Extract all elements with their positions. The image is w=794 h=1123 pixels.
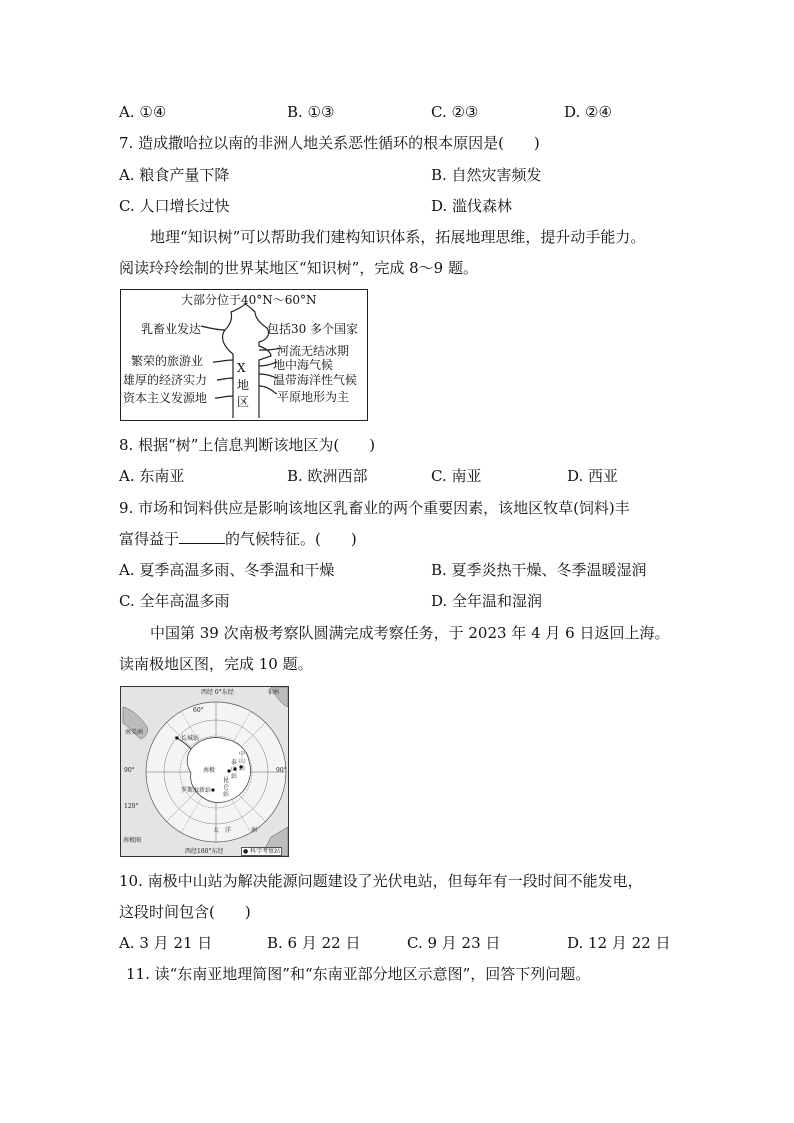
q9-line2-post: 的气候特征。( ) xyxy=(225,530,357,548)
q11-stem: 11. 读“东南亚地理简图”和“东南亚部分地区示意图”，回答下列问题。 xyxy=(126,965,591,983)
q9-line2-pre: 富得益于 xyxy=(119,530,180,548)
q8-stem: 8. 根据“树”上信息判断该地区为( ) xyxy=(119,436,376,454)
map-taishan-label: 泰山站 xyxy=(231,759,238,780)
q9-option-a: A. 夏季高温多雨、冬季温和干燥 xyxy=(119,561,335,579)
map-changcheng-label: 长城站 xyxy=(181,735,200,742)
q6-option-d: D. ②④ xyxy=(564,103,612,121)
tree-right-5: 平原地形为主 xyxy=(277,390,350,404)
map-luosihai-label: 罗斯海新站 xyxy=(181,787,212,794)
tree-right-2: 河流无结冰期 xyxy=(277,344,350,358)
intro-10-line1: 中国第 39 次南极考察队圆满完成考察任务，于 2023 年 4 月 6 日返回上海。 xyxy=(150,624,670,642)
q9-line2 xyxy=(119,529,357,549)
tree-right-3: 地中海气候 xyxy=(273,358,334,372)
tree-right-1: 包括30 多个国家 xyxy=(267,322,359,336)
q9-option-c: C. 全年高温多雨 xyxy=(119,592,230,610)
q9-option-b: B. 夏季炎热干燥、冬季温暖湿润 xyxy=(431,561,647,579)
map-ocean3-label: 洲 xyxy=(251,827,258,834)
q10-line2: 这段时间包含( ) xyxy=(119,903,251,921)
intro-8-9-line2: 阅读玲玲绘制的世界某地区“知识树”，完成 8～9 题。 xyxy=(119,259,478,277)
antarctica-map xyxy=(120,686,289,857)
q8-option-a: A. 东南亚 xyxy=(119,467,185,485)
map-top-label: 西经 0°东经 xyxy=(201,689,234,696)
map-bottom-label: 西经180°东经 xyxy=(185,848,224,855)
tree-trunk-x: X xyxy=(237,361,246,375)
intro-10-line2: 读南极地区图，完成 10 题。 xyxy=(119,655,313,673)
map-lat-60-label: 60° xyxy=(193,707,204,714)
tree-top-label: 大部分位于40°N～60°N xyxy=(181,293,317,307)
map-lon-120-label: 120° xyxy=(124,803,139,810)
q6-option-c: C. ②③ xyxy=(431,103,479,121)
tree-left-2: 繁荣的旅游业 xyxy=(131,354,204,368)
q6-option-a: A. ①④ xyxy=(119,103,167,121)
map-lon-90-right-label: 90° xyxy=(276,767,287,774)
q8-option-b: B. 欧洲西部 xyxy=(287,467,368,485)
q9-option-d: D. 全年温和湿润 xyxy=(431,592,543,610)
q8-option-c: C. 南亚 xyxy=(431,467,482,485)
map-south-america-label: 南美洲 xyxy=(125,729,144,736)
tree-left-1: 乳畜业发达 xyxy=(141,322,202,336)
q9-line1: 9. 市场和饲料供应是影响该地区乳畜业的两个重要因素，该地区牧草(饲料)丰 xyxy=(119,499,630,517)
tree-right-4: 温带海洋性气候 xyxy=(273,373,358,387)
q10-option-c: C. 9 月 23 日 xyxy=(407,934,501,952)
q7-option-c: C. 人口增长过快 xyxy=(119,197,230,215)
q9-blank xyxy=(179,529,225,544)
map-ocean2-label: 洋 xyxy=(225,827,232,834)
q10-option-b: B. 6 月 22 日 xyxy=(267,934,361,952)
q7-option-b: B. 自然灾害频发 xyxy=(431,166,542,184)
tree-trunk-qu: 区 xyxy=(237,395,250,409)
q6-option-b: B. ①③ xyxy=(287,103,335,121)
map-ocean1-label: 大 xyxy=(213,827,220,834)
map-credit-label: 南极圈 xyxy=(123,837,142,844)
tree-trunk-di: 地 xyxy=(237,378,250,392)
map-zhongshan-label: 中山站 xyxy=(239,751,246,772)
tree-left-3: 雄厚的经济实力 xyxy=(123,373,208,387)
q10-option-a: A. 3 月 21 日 xyxy=(119,934,213,952)
map-lon-90-left-label: 90° xyxy=(124,767,135,774)
q8-option-d: D. 西亚 xyxy=(567,467,619,485)
map-south-pole-label: 南极 xyxy=(203,767,216,774)
map-africa-label: 非洲 xyxy=(267,689,280,696)
q7-option-d: D. 滥伐森林 xyxy=(431,197,513,215)
map-legend: ● 科学考察站 xyxy=(243,848,281,855)
intro-8-9-line1: 地理“知识树”可以帮助我们建构知识体系，拓展地理思维，提升动手能力。 xyxy=(150,228,646,246)
map-kunlun-label: 昆仑站 xyxy=(223,777,230,798)
q7-stem: 7. 造成撒哈拉以南的非洲人地关系恶性循环的根本原因是( ) xyxy=(119,134,540,152)
q10-option-d: D. 12 月 22 日 xyxy=(567,934,671,952)
q7-option-a: A. 粮食产量下降 xyxy=(119,166,230,184)
q10-line1: 10. 南极中山站为解决能源问题建设了光伏电站，但每年有一段时间不能发电， xyxy=(119,872,643,890)
knowledge-tree-figure xyxy=(120,289,368,421)
tree-left-4: 资本主义发源地 xyxy=(123,391,208,405)
